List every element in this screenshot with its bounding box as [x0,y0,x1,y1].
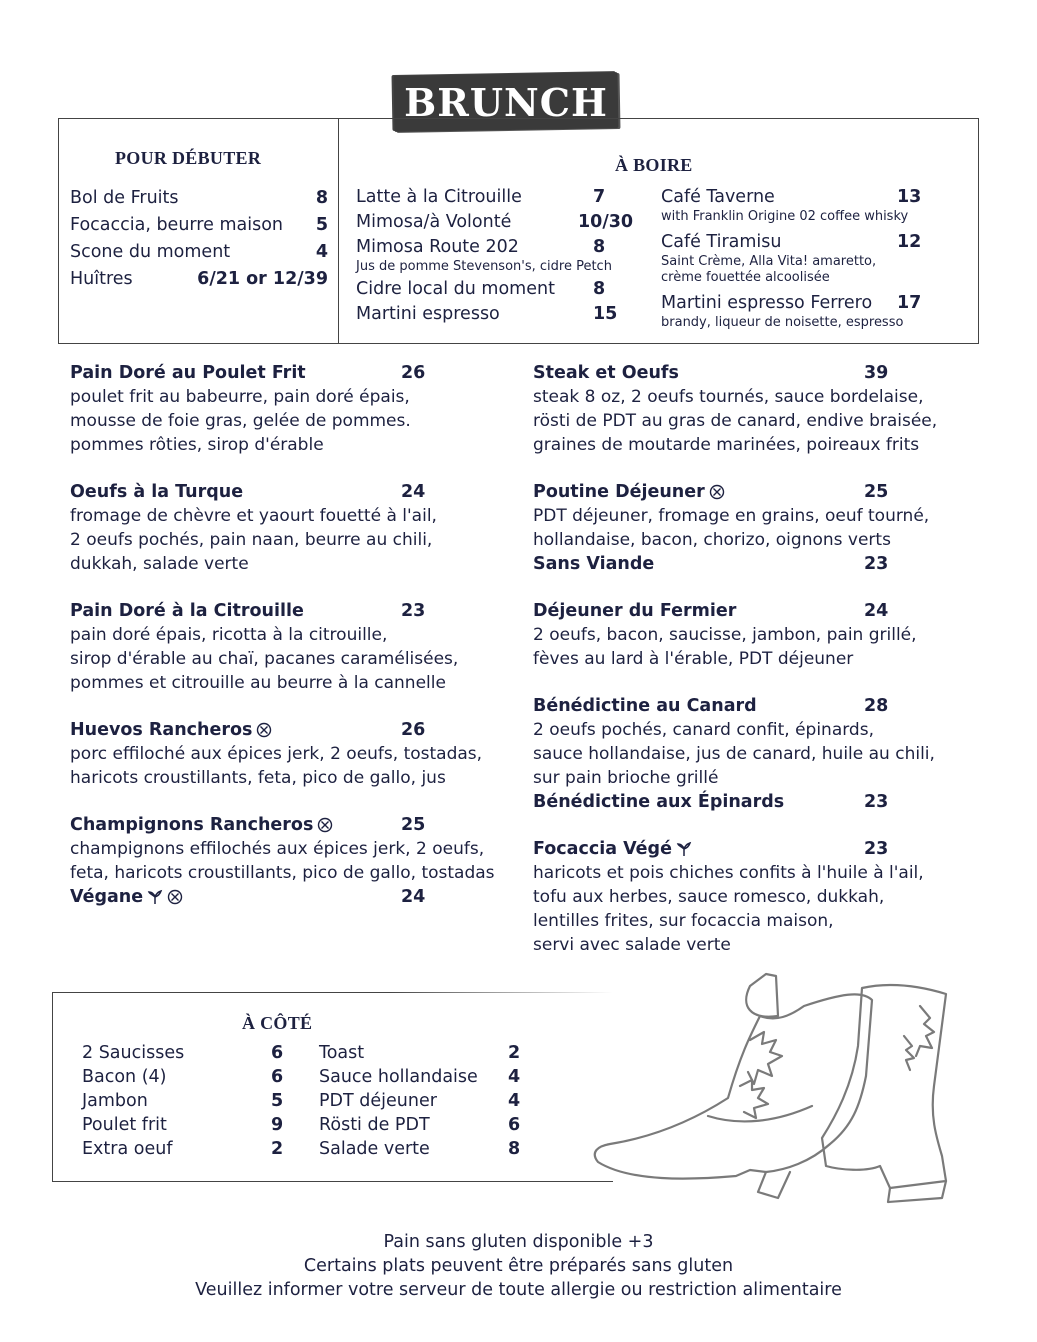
dish-description: sur pain brioche grillé [533,768,719,788]
dish-description: 2 oeufs, bacon, saucisse, jambon, pain grillé, [533,625,917,645]
dish-description: dukkah, salade verte [70,554,249,574]
gluten-free-icon [317,817,333,833]
side-item-name: Jambon [82,1091,148,1111]
side-item-name: 2 Saucisses [82,1043,185,1063]
vegan-icon [676,841,692,857]
dish-description: rösti de PDT au gras de canard, endive braisée, [533,411,938,431]
dish-variant-name: Bénédictine aux Épinards [533,792,785,812]
starter-item-name: Huîtres [70,269,133,289]
drink-item-name: Martini espresso Ferrero [661,293,873,313]
drink-item-name: Mimosa Route 202 [356,237,519,257]
dish-description: pommes rôties, sirop d'érable [70,435,324,455]
drink-item-price: 10/30 [578,212,634,232]
drink-item-note: crème fouettée alcoolisée [661,270,830,285]
starter-item-price: 4 [315,242,328,262]
drink-item-price: 7 [593,187,606,207]
dish-variant-name: Végane [70,887,183,907]
side-item-name: Poulet frit [82,1115,167,1135]
side-item-price: 4 [508,1091,521,1111]
dish-description: sauce hollandaise, jus de canard, huile au chili, [533,744,935,764]
starters-heading: POUR DÉBUTER [115,148,262,168]
dish-variant-name: Sans Viande [533,554,655,574]
side-item-name: PDT déjeuner [319,1091,437,1111]
starter-item-name: Focaccia, beurre maison [70,215,283,235]
dish-description: steak 8 oz, 2 oeufs tournés, sauce bordelaise, [533,387,924,407]
dish-variant-price: 24 [401,887,426,907]
dish-price: 28 [864,696,889,716]
side-item-price: 2 [271,1139,284,1159]
dish-price: 39 [864,363,889,383]
drink-item-name: Café Taverne [661,187,775,207]
drink-item-price: 17 [897,293,922,313]
starter-item-price: 5 [315,215,328,235]
drink-item-price: 15 [593,304,618,324]
drink-item-price: 12 [897,232,922,252]
side-item-price: 6 [271,1043,284,1063]
dish-price: 25 [864,482,889,502]
drink-item-name: Martini espresso [356,304,500,324]
footer-line: Pain sans gluten disponible +3 [383,1232,654,1252]
dish-name: Huevos Rancheros [70,720,272,740]
dish-description: hollandaise, bacon, chorizo, oignons verts [533,530,891,550]
side-item-price: 9 [271,1115,284,1135]
side-item-price: 6 [271,1067,284,1087]
side-item-price: 6 [508,1115,521,1135]
drink-item-price: 8 [593,237,606,257]
starter-item-name: Bol de Fruits [70,188,179,208]
drink-item-name: Cidre local du moment [356,279,555,299]
dish-price: 25 [401,815,426,835]
drink-item-price: 8 [593,279,606,299]
drinks-heading: À BOIRE [615,155,693,175]
side-item-name: Bacon (4) [82,1067,167,1087]
dish-description: 2 oeufs pochés, pain naan, beurre au chili, [70,530,433,550]
dish-description: porc effiloché aux épices jerk, 2 oeufs, tostadas, [70,744,483,764]
drink-item-note: with Franklin Origine 02 coffee whisky [661,209,909,224]
side-item-name: Toast [319,1043,365,1063]
dish-description: poulet frit au babeurre, pain doré épais, [70,387,410,407]
side-item-name: Extra oeuf [82,1139,173,1159]
drink-item-note: Jus de pomme Stevenson's, cidre Petch [356,259,612,274]
gluten-free-icon [256,722,272,738]
cowboy-boots-illustration [590,966,990,1206]
dish-description: servi avec salade verte [533,935,731,955]
drink-item-name: Café Tiramisu [661,232,782,252]
dish-description: fromage de chèvre et yaourt fouetté à l'ail, [70,506,437,526]
dish-name: Oeufs à la Turque [70,482,244,502]
side-item-price: 8 [508,1139,521,1159]
dish-description: graines de moutarde marinées, poireaux frits [533,435,920,455]
dish-name: Bénédictine au Canard [533,696,757,716]
footer-line: Certains plats peuvent être préparés sans gluten [303,1256,734,1276]
dish-name: Steak et Oeufs [533,363,679,383]
dish-variant-price: 23 [864,554,889,574]
dish-name: Déjeuner du Fermier [533,601,737,621]
side-item-name: Rösti de PDT [319,1115,430,1135]
top-box-divider [338,118,339,344]
dish-description: haricots croustillants, feta, pico de gallo, jus [70,768,446,788]
dish-name: Champignons Rancheros [70,815,333,835]
footer-line: Veuillez informer votre serveur de toute allergie ou restriction alimentaire [195,1280,842,1300]
drink-item-name: Latte à la Citrouille [356,187,522,207]
starter-item-price: 6/21 or 12/39 [197,269,328,289]
dish-variant-price: 23 [864,792,889,812]
dish-price: 23 [401,601,426,621]
dish-price: 24 [864,601,889,621]
side-item-name: Sauce hollandaise [319,1067,478,1087]
dish-description: sirop d'érable au chaï, pacanes caramélisées, [70,649,459,669]
dish-price: 26 [401,720,426,740]
dish-name: Pain Doré au Poulet Frit [70,363,306,383]
gluten-free-icon [709,484,725,500]
drink-item-note: brandy, liqueur de noisette, espresso [661,315,904,330]
gluten-free-icon [167,889,183,905]
page-title: BRUNCH [404,80,608,125]
dish-description: 2 oeufs pochés, canard confit, épinards, [533,720,874,740]
dish-description: tofu aux herbes, sauce romesco, dukkah, [533,887,885,907]
dish-description: pain doré épais, ricotta à la citrouille, [70,625,388,645]
dish-description: lentilles frites, sur focaccia maison, [533,911,834,931]
dish-name: Pain Doré à la Citrouille [70,601,304,621]
drink-item-name: Mimosa/à Volonté [356,212,512,232]
dish-description: haricots et pois chiches confits à l'huile à l'ail, [533,863,924,883]
dish-name: Focaccia Végé [533,839,692,859]
dish-description: PDT déjeuner, fromage en grains, oeuf tourné, [533,506,930,526]
dish-description: fèves au lard à l'érable, PDT déjeuner [533,649,854,669]
dish-description: pommes et citrouille au beurre à la cannelle [70,673,446,693]
dish-description: feta, haricots croustillants, pico de gallo, tostadas [70,863,495,883]
dish-description: champignons effilochés aux épices jerk, 2 oeufs, [70,839,485,859]
side-item-price: 5 [271,1091,284,1111]
side-item-price: 4 [508,1067,521,1087]
dish-price: 24 [401,482,426,502]
starter-item-price: 8 [315,188,328,208]
dish-description: mousse de foie gras, gelée de pommes. [70,411,411,431]
sides-heading: À CÔTÉ [242,1013,313,1033]
dish-price: 26 [401,363,426,383]
drink-item-note: Saint Crème, Alla Vita! amaretto, [661,254,877,269]
dish-name: Poutine Déjeuner [533,482,725,502]
vegan-icon [147,889,163,905]
dish-price: 23 [864,839,889,859]
side-item-price: 2 [508,1043,521,1063]
drink-item-price: 13 [897,187,922,207]
starter-item-name: Scone du moment [70,242,231,262]
side-item-name: Salade verte [319,1139,430,1159]
